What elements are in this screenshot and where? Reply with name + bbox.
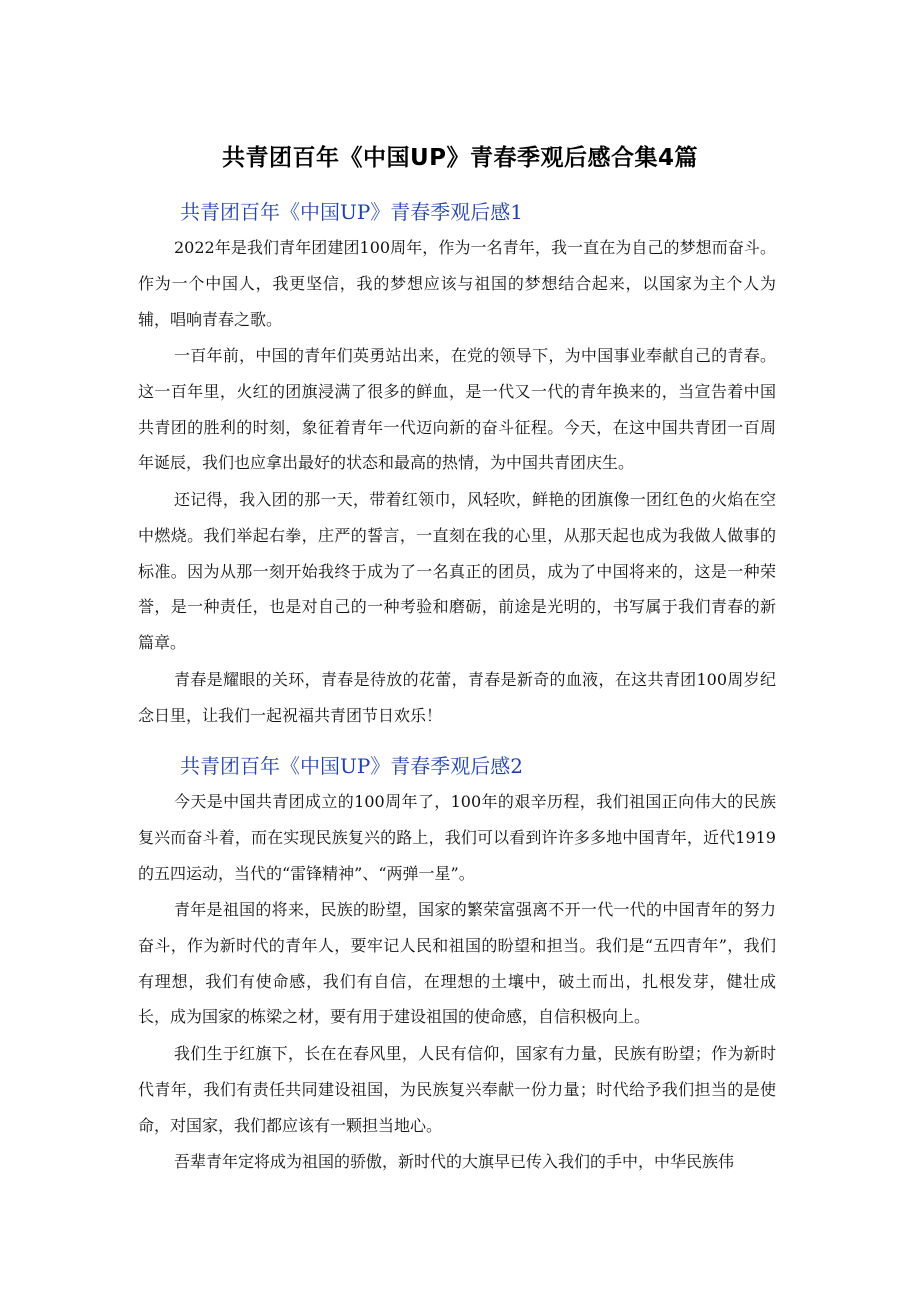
paragraph: 今天是中国共青团成立的100周年了，100年的艰辛历程，我们祖国正向伟大的民族复兴而奋斗着，而在实现民族复兴的路上，我们可以看到许许多多地中国青年，近代1919的五四运动，当代的“雷锋精神”、“两弹一星”。 [138,792,776,883]
paragraph: 2022年是我们青年团建团100周年，作为一名青年，我一直在为自己的梦想而奋斗。作为一个中国人，我更坚信，我的梦想应该与祖国的梦想结合起来，以国家为主个人为辅，唱响青春之歌。 [138,238,776,329]
section-heading-1: 共青团百年《中国UP》青春季观后感1 [180,200,524,224]
document-title: 共青团百年《中国UP》青春季观后感合集4篇 [221,145,699,171]
paragraph: 青年是祖国的将来，民族的盼望，国家的繁荣富强离不开一代一代的中国青年的努力奋斗，作为新时代的青年人，要牢记人民和祖国的盼望和担当。我们是“五四青年”，我们有理想，我们有使命感，我们有自信，在理想的土壤中，破土而出，扎根发芽，健壮成长，成为国家的栋梁之材，要有用于建设祖国的使命感，自信积极向上。 [138,900,776,1027]
paragraph: 我们生于红旗下，长在在春风里，人民有信仰，国家有力量，民族有盼望；作为新时代青年，我们有责任共同建设祖国，为民族复兴奉献一份力量；时代给予我们担当的是使命，对国家，我们都应该有一颗担当地心。 [138,1044,776,1135]
paragraph: 吾辈青年定将成为祖国的骄傲，新时代的大旗早已传入我们的手中，中华民族伟 [174,1152,735,1171]
paragraph: 青春是耀眼的关环，青春是待放的花蕾，青春是新奇的血液，在这共青团100周岁纪念日里，让我们一起祝福共青团节日欢乐！ [138,670,776,725]
paragraph: 一百年前，中国的青年们英勇站出来，在党的领导下，为中国事业奉献自己的青春。这一百年里，火红的团旗浸满了很多的鲜血，是一代又一代的青年换来的，当宣告着中国共青团的胜利的时刻，象征着青年一代迈向新的奋斗征程。今天，在这中国共青团一百周年诞辰，我们也应拿出最好的状态和最高的热情，为中国共青团庆生。 [138,346,776,473]
section-heading-2: 共青团百年《中国UP》青春季观后感2 [180,754,524,778]
paragraph: 还记得，我入团的那一天，带着红领巾，风轻吹，鲜艳的团旗像一团红色的火焰在空中燃烧。我们举起右拳，庄严的誓言，一直刻在我的心里，从那天起也成为我做人做事的标准。因为从那一刻开始我终于成为了一名真正的团员，成为了中国将来的，这是一种荣誉，是一种责任，也是对自己的一种考验和磨砺，前途是光明的，书写属于我们青春的新篇章。 [138,490,776,653]
